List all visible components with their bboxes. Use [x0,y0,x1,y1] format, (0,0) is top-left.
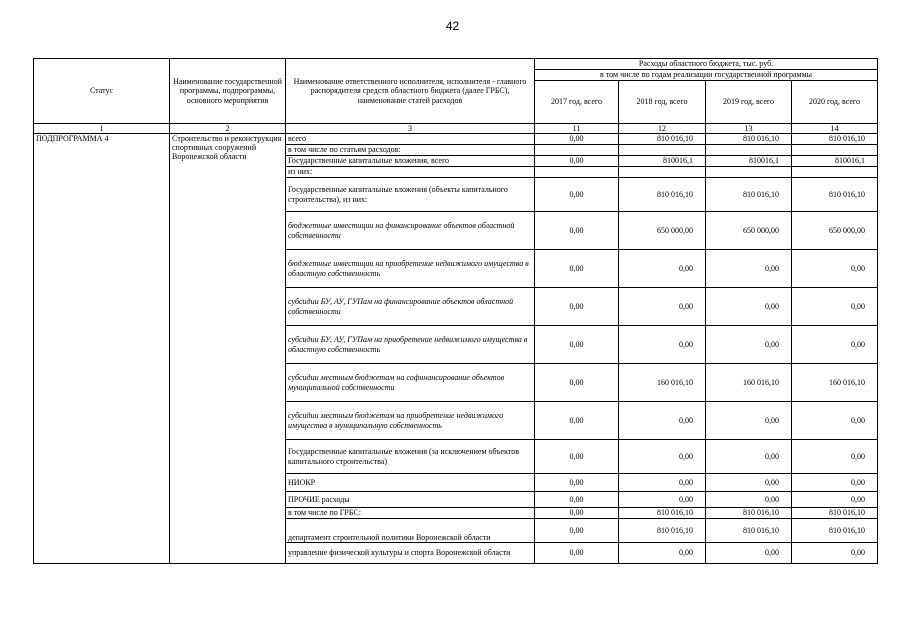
row-value: 0,00 [706,440,792,474]
row-value [706,167,792,178]
status-cell: ПОДПРОГРАММА 4 [34,134,170,564]
row-value: 0,00 [535,508,619,519]
row-value: 810 016,10 [792,178,878,212]
row-value: 0,00 [619,543,706,564]
row-value: 810 016,10 [619,134,706,145]
row-value: 810 016,10 [792,508,878,519]
row-value: 160 016,10 [619,364,706,402]
row-value: 0,00 [619,326,706,364]
row-value: 810016,1 [792,156,878,167]
row-label: субсидии местным бюджетам на приобретение недвижимого имущества в муниципальную собственность [286,402,535,440]
row-value: 0,00 [792,474,878,492]
col-number: 11 [535,124,619,134]
row-value: 0,00 [792,288,878,326]
row-value: 0,00 [535,326,619,364]
row-label: всего [286,134,535,145]
row-value: 0,00 [792,543,878,564]
row-value: 0,00 [535,543,619,564]
row-label: НИОКР [286,474,535,492]
row-value: 0,00 [619,402,706,440]
col-number: 1 [34,124,170,134]
row-label: бюджетные инвестиции на финансирование объектов областной собственности [286,212,535,250]
header-expenses: Расходы областного бюджета, тыс. руб. [535,59,878,70]
row-value: 810 016,10 [619,178,706,212]
row-value [706,145,792,156]
header-executor: Наименование ответственного исполнителя, исполнителя - главного распорядителя средств областного бюджета (далее ГРБС), наименование статей расходов [286,59,535,124]
row-label: субсидии местным бюджетам на софинансирование объектов муниципальной собственности [286,364,535,402]
header-by-years: в том числе по годам реализации государственной программы [535,70,878,81]
row-value [792,167,878,178]
col-number: 13 [706,124,792,134]
row-value: 0,00 [535,474,619,492]
program-cell: Строительство и реконструкция спортивных сооружений Воронежской области [170,134,286,564]
row-value: 0,00 [706,492,792,508]
col-number: 12 [619,124,706,134]
row-label: Государственные капитальные вложения (объекты капитального строительства), из них: [286,178,535,212]
row-value: 0,00 [535,212,619,250]
row-value [535,167,619,178]
row-value: 0,00 [792,440,878,474]
row-label: ПРОЧИЕ расходы [286,492,535,508]
col-number: 2 [170,124,286,134]
row-value: 810 016,10 [619,508,706,519]
row-value: 0,00 [619,250,706,288]
row-value: 0,00 [535,178,619,212]
row-value: 0,00 [619,492,706,508]
row-value: 0,00 [706,326,792,364]
column-numbers-row [34,124,878,134]
row-value: 810 016,10 [706,519,792,543]
row-value: 0,00 [792,402,878,440]
row-value [619,167,706,178]
header-status: Статус [34,59,170,124]
row-label: бюджетные инвестиции на приобретение недвижимого имущества в областную собственность [286,250,535,288]
row-value: 810 016,10 [792,519,878,543]
row-value: 0,00 [792,492,878,508]
row-value: 160 016,10 [706,364,792,402]
row-value: 0,00 [792,326,878,364]
row-value: 0,00 [619,474,706,492]
row-label: в том числе по статьям расходов: [286,145,535,156]
row-value: 810 016,10 [706,178,792,212]
header-year-2019: 2019 год, всего [706,81,792,124]
row-value: 810 016,10 [619,519,706,543]
row-value: 0,00 [535,402,619,440]
row-value: 160 016,10 [792,364,878,402]
row-value: 0,00 [535,288,619,326]
row-value: 0,00 [706,402,792,440]
row-value: 810016,1 [619,156,706,167]
row-value: 0,00 [535,156,619,167]
row-value: 0,00 [706,474,792,492]
row-label: управление физической культуры и спорта Воронежской области [286,543,535,564]
row-value: 0,00 [619,440,706,474]
row-value: 0,00 [535,440,619,474]
row-value: 810 016,10 [792,134,878,145]
page-number: 42 [445,19,460,33]
row-value [535,145,619,156]
row-value: 0,00 [535,492,619,508]
row-value: 0,00 [535,250,619,288]
row-value: 0,00 [619,288,706,326]
row-value: 650 000,00 [706,212,792,250]
header-year-2020: 2020 год, всего [792,81,878,124]
row-value: 650 000,00 [619,212,706,250]
row-label: субсидии БУ, АУ, ГУПам на приобретение недвижимого имущества в областную собственность [286,326,535,364]
row-value: 810 016,10 [706,134,792,145]
row-value: 810016,1 [706,156,792,167]
row-value [619,145,706,156]
row-label: Государственные капитальные вложения, всего [286,156,535,167]
row-value: 0,00 [792,250,878,288]
row-value: 0,00 [706,288,792,326]
header-program-name: Наименование государственной программы, подпрограммы, основного мероприятия [170,59,286,124]
row-value: 810 016,10 [706,508,792,519]
col-number: 3 [286,124,535,134]
row-value: 650 000,00 [792,212,878,250]
header-year-2017: 2017 год, всего [535,81,619,124]
budget-table [33,58,878,564]
col-number: 14 [792,124,878,134]
row-label: в том числе по ГРБС: [286,508,535,519]
table-row [34,134,878,145]
row-value: 0,00 [535,519,619,543]
row-value: 0,00 [535,364,619,402]
row-value: 0,00 [535,134,619,145]
row-label: из них: [286,167,535,178]
row-label: департамент строительной политики Воронежской области [286,519,535,543]
row-value: 0,00 [706,250,792,288]
row-label: субсидии БУ, АУ, ГУПам на финансирование объектов областной собственности [286,288,535,326]
row-label: Государственные капитальные вложения (за исключением объектов капитального строительства) [286,440,535,474]
header-year-2018: 2018 год, всего [619,81,706,124]
row-value [792,145,878,156]
row-value: 0,00 [706,543,792,564]
